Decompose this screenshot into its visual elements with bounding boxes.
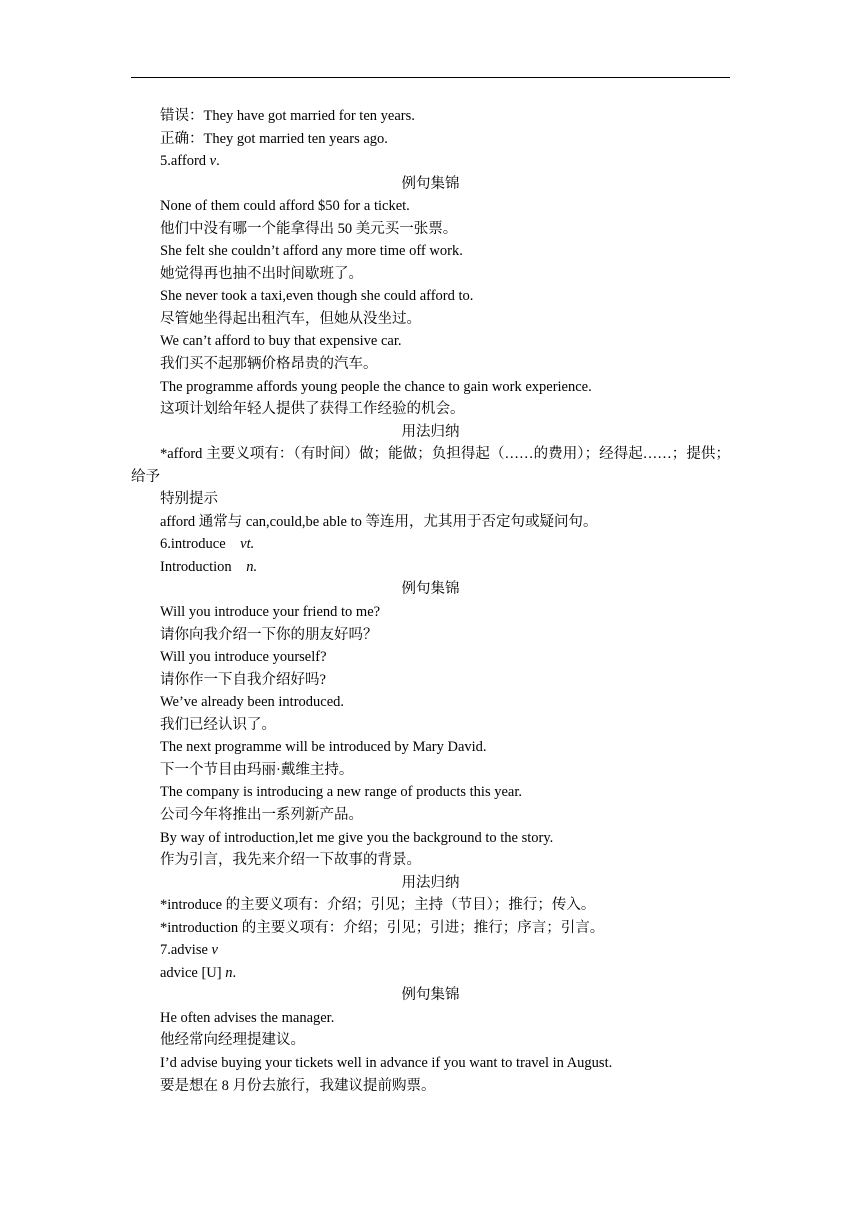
line-text: 公司今年将推出一系列新产品。 [160, 806, 363, 823]
line-text: advice [U] [160, 964, 226, 981]
text-line [131, 939, 730, 962]
text-line [131, 218, 730, 241]
text-line [131, 533, 730, 556]
line-text: 我们已经认识了。 [160, 716, 276, 733]
section-heading [131, 872, 730, 895]
text-line [131, 285, 730, 308]
document-body [131, 105, 730, 1097]
line-text: 6.introduce [160, 536, 241, 553]
part-of-speech: v [209, 153, 217, 170]
line-text: Will you introduce your friend to me? [160, 604, 381, 621]
line-text: 用法归纳 [401, 423, 460, 440]
header-rule [131, 77, 730, 78]
section-heading [131, 984, 730, 1007]
text-line [131, 150, 730, 173]
text-line [131, 691, 730, 714]
line-suffix: . [232, 964, 237, 981]
line-text: 作为引言，我先来介绍一下故事的背景。 [160, 852, 421, 869]
part-of-speech: n. [246, 558, 258, 575]
line-text: The company is introducing a new range of products this year. [160, 784, 522, 801]
line-text: 用法归纳 [401, 874, 460, 891]
section-heading [131, 173, 730, 196]
text-line [131, 263, 730, 286]
text-line [131, 601, 730, 624]
line-text: The programme affords young people the chance to gain work experience. [160, 378, 592, 395]
line-text: 要是想在 8 月份去旅行，我建议提前购票。 [160, 1077, 436, 1094]
text-line [131, 1029, 730, 1052]
part-of-speech: n [225, 964, 233, 981]
text-line [131, 353, 730, 376]
line-text: 他们中没有哪一个能拿得出 50 美元买一张票。 [160, 220, 458, 237]
text-line [131, 624, 730, 647]
text-line [131, 827, 730, 850]
text-line [131, 917, 730, 940]
line-text: Introduction [160, 558, 247, 575]
text-line [131, 646, 730, 669]
line-text: 例句集锦 [401, 581, 460, 598]
text-line [131, 714, 730, 737]
line-text: 5.afford [160, 153, 210, 170]
text-line [131, 398, 730, 421]
line-text: I’d advise buying your tickets well in advance if you want to travel in August. [160, 1054, 613, 1071]
text-line [131, 556, 730, 579]
line-text: afford 通常与 can,could,be able to 等连用，尤其用于否定句或疑问句。 [160, 513, 598, 530]
line-text: 她觉得再也抽不出时间歇班了。 [160, 265, 363, 282]
part-of-speech: vt. [240, 536, 255, 553]
text-line [131, 849, 730, 872]
line-text: 我们买不起那辆价格昂贵的汽车。 [160, 356, 378, 373]
line-text: 请你向我介绍一下你的朋友好吗？ [160, 626, 378, 643]
text-line [131, 308, 730, 331]
text-line [131, 195, 730, 218]
line-text: 这项计划给年轻人提供了获得工作经验的机会。 [160, 401, 465, 418]
line-text: *introduce 的主要义项有：介绍；引见；主持（节目）；推行；传入。 [160, 897, 596, 914]
text-line [131, 804, 730, 827]
text-line [131, 669, 730, 692]
text-line [131, 759, 730, 782]
text-line [131, 1052, 730, 1075]
line-text: 请你作一下自我介绍好吗? [160, 671, 326, 688]
line-text: Will you introduce yourself? [160, 649, 327, 666]
text-line [131, 240, 730, 263]
line-text: 错误：They have got married for ten years. [160, 108, 415, 124]
line-text: 下一个节目由玛丽·戴维主持。 [160, 761, 354, 778]
line-text: 7.advise [160, 942, 212, 959]
line-text: 正确：They got married ten years ago. [160, 130, 388, 147]
line-text: 特别提示 [160, 491, 218, 508]
line-text: *introduction 的主要义项有：介绍；引见；引进；推行；序言；引言。 [160, 919, 605, 936]
text-line [131, 443, 730, 488]
part-of-speech: v [211, 942, 218, 959]
line-text: 尽管她坐得起出租汽车，但她从没坐过。 [160, 310, 421, 327]
line-text: None of them could afford $50 for a ticket. [160, 198, 410, 215]
section-heading [131, 578, 730, 601]
text-line [131, 894, 730, 917]
text-line [131, 1075, 730, 1098]
line-suffix: . [216, 153, 220, 170]
text-line [131, 330, 730, 353]
text-line [131, 1007, 730, 1030]
line-text: We’ve already been introduced. [160, 694, 345, 711]
line-text: 例句集锦 [401, 987, 460, 1004]
text-line [131, 128, 730, 151]
text-line [131, 376, 730, 399]
text-line [131, 511, 730, 534]
line-text: She felt she couldn’t afford any more time off work. [160, 243, 463, 260]
text-line [131, 105, 730, 128]
text-line [131, 962, 730, 985]
line-text: He often advises the manager. [160, 1009, 335, 1026]
line-text: By way of introduction,let me give you the background to the story. [160, 829, 554, 846]
line-text: 他经常向经理提建议。 [160, 1032, 305, 1049]
text-line [131, 736, 730, 759]
text-line [131, 781, 730, 804]
line-text: The next programme will be introduced by Mary David. [160, 739, 487, 756]
line-text: She never took a taxi,even though she could afford to. [160, 288, 474, 305]
text-line [131, 488, 730, 511]
line-text: *afford 主要义项有：（有时间）做；能做；负担得起（……的费用）；经得起……；提供；给予 [131, 446, 730, 485]
line-text: We can’t afford to buy that expensive car. [160, 333, 402, 350]
line-text: 例句集锦 [401, 175, 460, 192]
section-heading [131, 421, 730, 444]
